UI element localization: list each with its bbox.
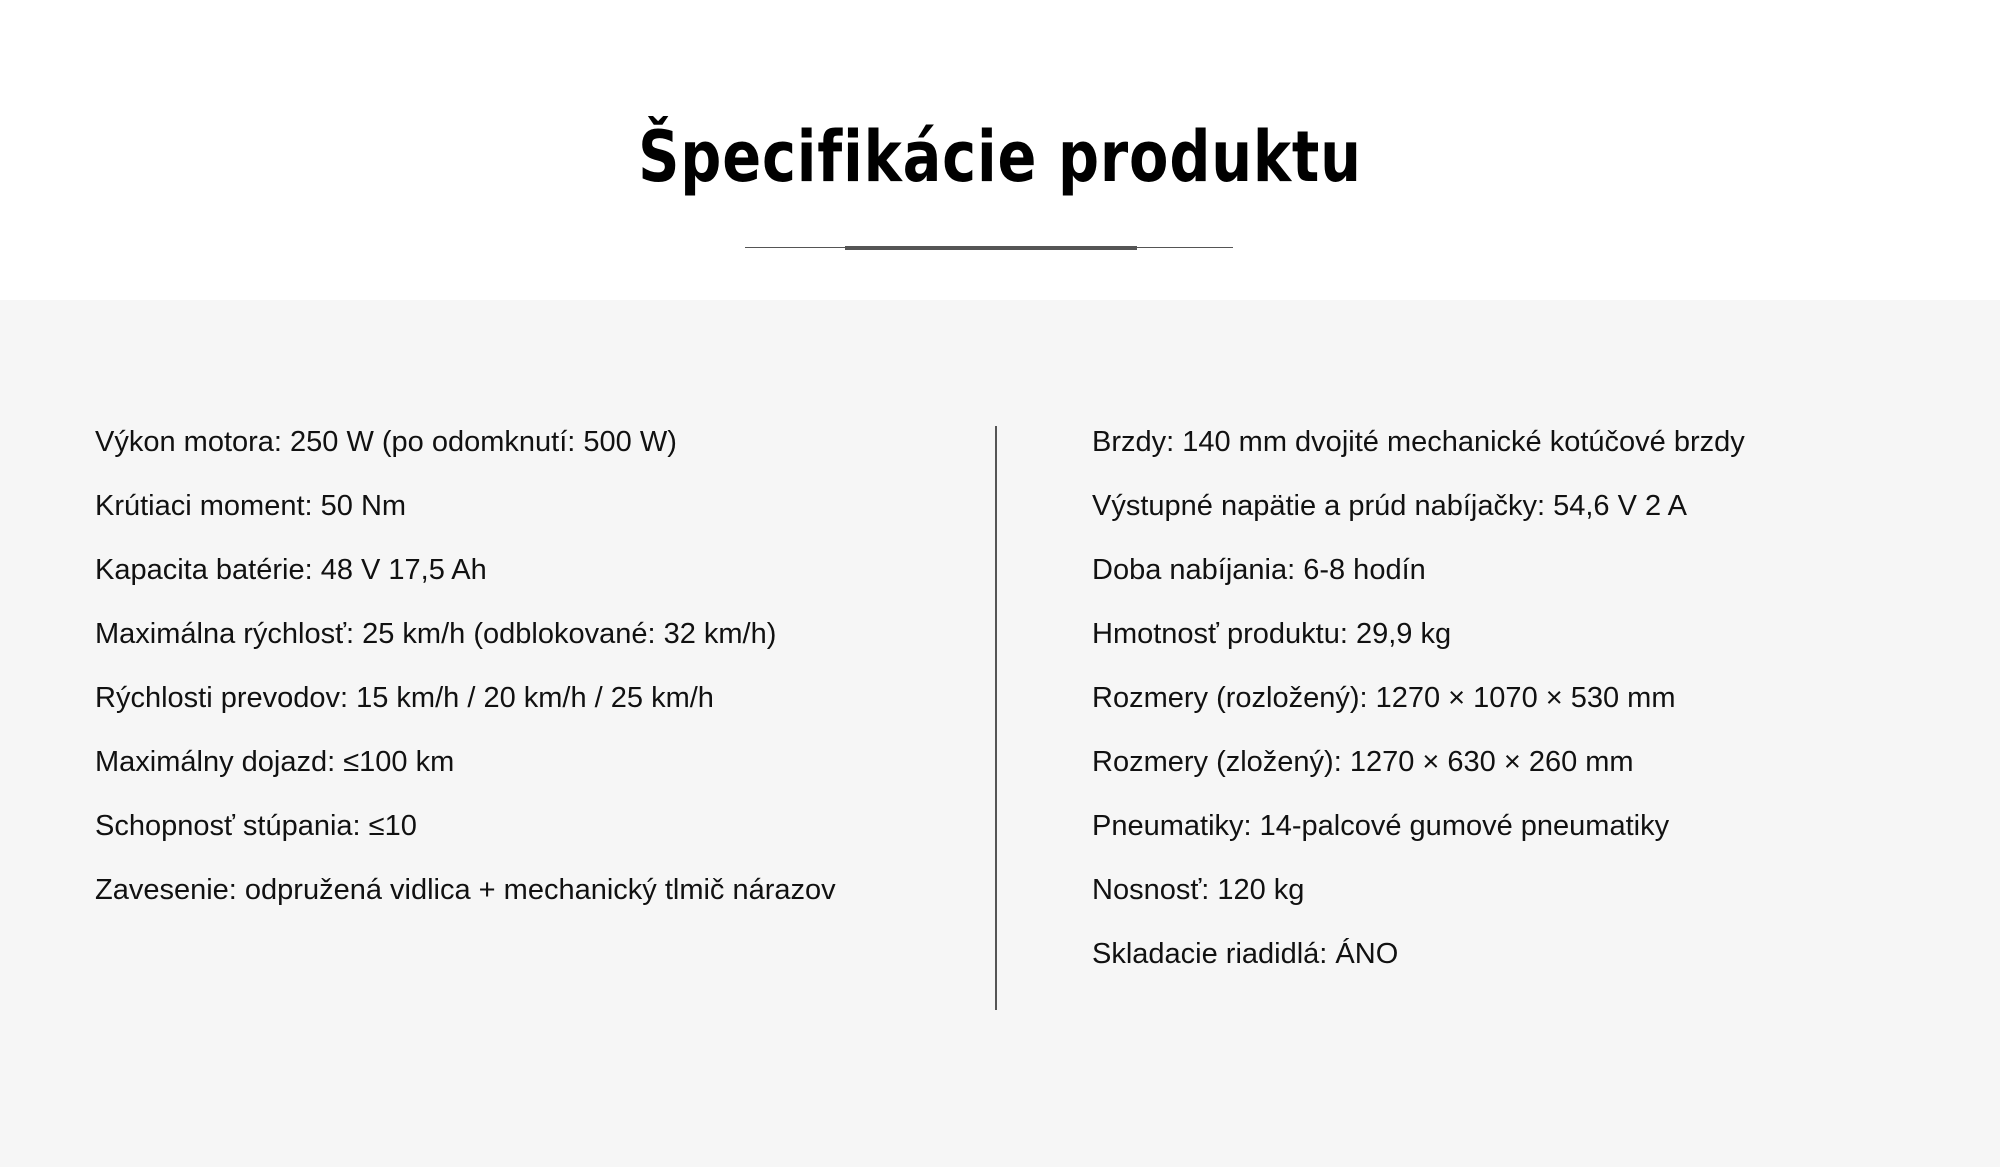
spec-item: Maximálny dojazd: ≤100 km: [95, 746, 455, 778]
spec-item: Skladacie riadidlá: ÁNO: [1092, 938, 1399, 970]
title-divider-thick: [845, 246, 1137, 250]
spec-item: Pneumatiky: 14-palcové gumové pneumatiky: [1092, 810, 1670, 842]
spec-item: Maximálna rýchlosť: 25 km/h (odblokované: 32 km/h): [95, 618, 777, 650]
spec-item: Hmotnosť produktu: 29,9 kg: [1092, 618, 1452, 650]
spec-item: Nosnosť: 120 kg: [1092, 874, 1305, 906]
spec-item: Rozmery (rozložený): 1270 × 1070 × 530 mm: [1092, 682, 1676, 714]
column-separator: [995, 426, 997, 1010]
spec-item: Brzdy: 140 mm dvojité mechanické kotúčové brzdy: [1092, 426, 1745, 458]
spec-item: Doba nabíjania: 6-8 hodín: [1092, 554, 1426, 586]
spec-item: Kapacita batérie: 48 V 17,5 Ah: [95, 554, 487, 586]
spec-item: Rozmery (zložený): 1270 × 630 × 260 mm: [1092, 746, 1634, 778]
specs-section: [0, 300, 2000, 1167]
spec-item: Rýchlosti prevodov: 15 km/h / 20 km/h / 25 km/h: [95, 682, 714, 714]
specs-list-left: [95, 410, 975, 922]
spec-item: Výstupné napätie a prúd nabíjačky: 54,6 V 2 A: [1092, 490, 1687, 522]
spec-item: Schopnosť stúpania: ≤10: [95, 810, 417, 842]
spec-item: Krútiaci moment: 50 Nm: [95, 490, 407, 522]
page-title: Špecifikácie produktu: [638, 116, 1362, 198]
spec-item: Výkon motora: 250 W (po odomknutí: 500 W): [95, 426, 677, 458]
header-section: [0, 0, 2000, 300]
specs-list-right: [1092, 410, 1972, 986]
spec-item: Zavesenie: odpružená vidlica + mechanický tlmič nárazov: [95, 874, 836, 906]
